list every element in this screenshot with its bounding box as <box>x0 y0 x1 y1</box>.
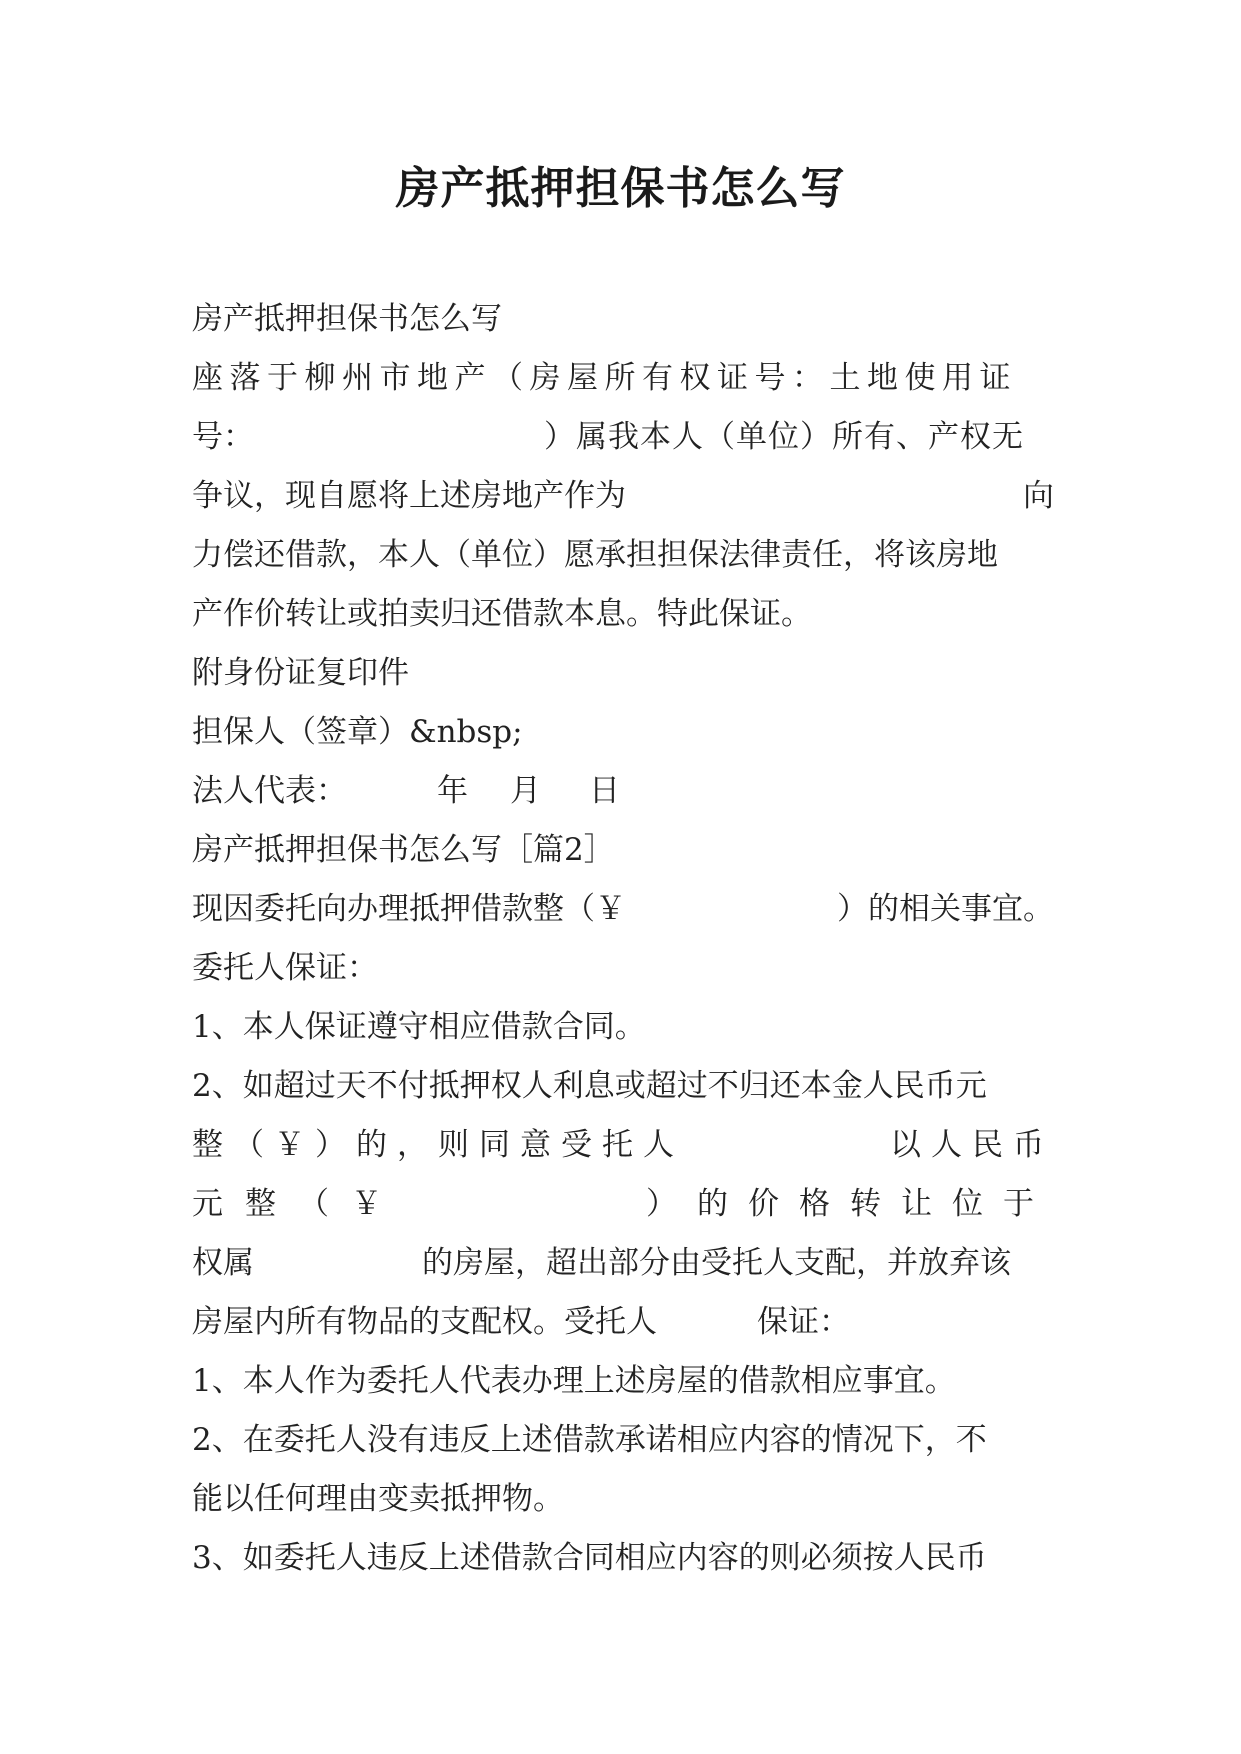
date-year: 年 <box>437 773 468 809</box>
body-line-14: 2、如超过天不付抵押权人利息或超过不归还本金人民币元 <box>192 1068 987 1104</box>
body-line-5: 力偿还借款，本人（单位）愿承担担保法律责任，将该房地 <box>192 537 998 573</box>
body-line-20: 2、在委托人没有违反上述借款承诺相应内容的情况下，不 <box>192 1422 987 1458</box>
body-line-2-text: 座落于柳州市地产（房屋所有权证号：土地使用证 <box>192 360 1017 396</box>
body-line-4-end: 向 <box>1023 478 1054 514</box>
body-line-16 <box>192 1175 1054 1234</box>
body-line-22: 3、如委托人违反上述借款合同相应内容的则必须按人民币 <box>192 1540 987 1576</box>
body-line-1: 房产抵押担保书怎么写 <box>192 301 502 337</box>
body-line-11-start: 现因委托向办理抵押借款整（￥ <box>192 891 626 927</box>
body-line-10: 房产抵押担保书怎么写［篇2］ <box>192 832 615 868</box>
body-line-7: 附身份证复印件 <box>192 655 409 691</box>
body-line-2 <box>192 349 1054 408</box>
body-line-19: 1、本人作为委托人代表办理上述房屋的借款相应事宜。 <box>192 1363 956 1399</box>
body-line-15-end: 以人民币 <box>890 1127 1054 1163</box>
body-line-17 <box>192 1234 1054 1293</box>
body-line-4 <box>192 467 1054 526</box>
body-line-15-start: 整（￥）的，则同意受托人 <box>192 1127 684 1163</box>
date-month: 月 <box>510 773 541 809</box>
body-line-6: 产作价转让或拍卖归还借款本息。特此保证。 <box>192 596 812 632</box>
document-body <box>192 290 1054 1588</box>
body-line-11 <box>192 880 1054 939</box>
body-line-18 <box>192 1293 1054 1352</box>
body-line-16-start: 元整（￥ <box>192 1186 404 1222</box>
document-title: 房产抵押担保书怎么写 <box>395 163 846 214</box>
body-line-11-end: ）的相关事宜。 <box>837 891 1054 927</box>
body-line-21: 能以任何理由变卖抵押物。 <box>192 1481 564 1517</box>
body-line-8: 担保人（签章）&nbsp; <box>192 714 523 750</box>
legal-rep-label: 法人代表： <box>192 773 347 809</box>
body-line-3 <box>192 408 1054 467</box>
body-line-18-start: 房屋内所有物品的支配权。受托人 <box>192 1304 657 1340</box>
body-line-16-end: ）的价格转让位于 <box>646 1186 1054 1222</box>
body-line-17-end: 的房屋，超出部分由受托人支配，并放弃该 <box>422 1245 1011 1281</box>
body-line-13: 1、本人保证遵守相应借款合同。 <box>192 1009 646 1045</box>
body-line-4-start: 争议，现自愿将上述房地产作为 <box>192 478 626 514</box>
body-line-17-start: 权属 <box>192 1245 254 1281</box>
body-line-3-end: ）属我本人（单位）所有、产权无 <box>544 419 1024 455</box>
body-line-3-start: 号： <box>192 419 254 455</box>
body-line-15 <box>192 1116 1054 1175</box>
body-line-12: 委托人保证： <box>192 950 378 986</box>
body-line-18-end: 保证： <box>757 1304 850 1340</box>
body-line-9 <box>192 762 1054 821</box>
date-day: 日 <box>589 773 620 809</box>
